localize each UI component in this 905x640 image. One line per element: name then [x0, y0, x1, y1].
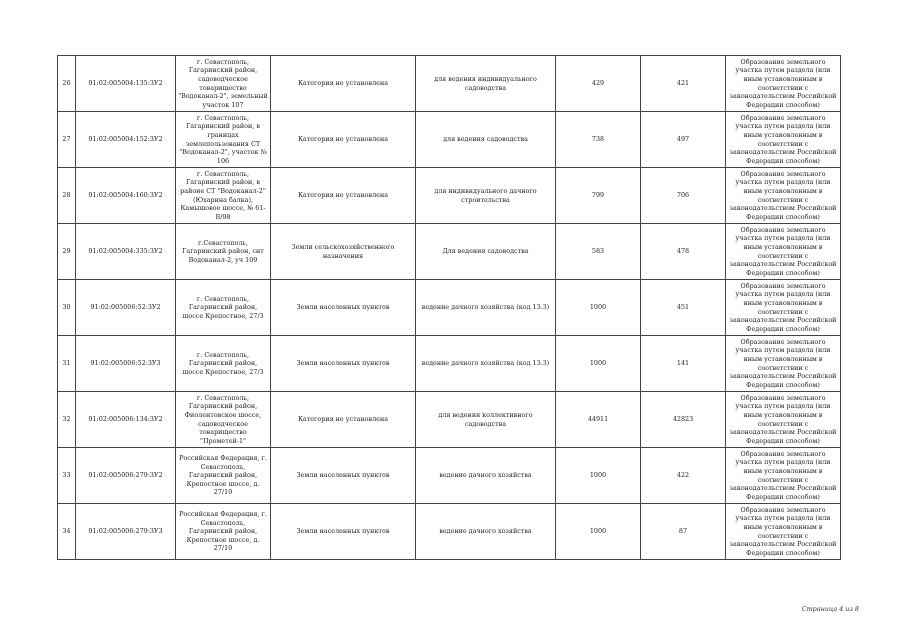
row-number-cell: 30 [58, 280, 76, 336]
cadastral-number-cell: 91:02:005006:52:ЗУ3 [76, 336, 176, 392]
cadastral-number-cell: 91:02:005004:160:ЗУ2 [76, 168, 176, 224]
address-cell: г.Севастополь, Гагаринский район, снт Водоканал-2, уч 109 [176, 224, 271, 280]
table-row [58, 224, 841, 280]
table-row [58, 336, 841, 392]
cadastral-number-cell: 91:02:005006:279:ЗУ3 [76, 504, 176, 560]
formation-method-cell: Образование земельного участка путем раздела (или иным установленным в соответствии с законодательством Российской Федерации способом) [726, 168, 841, 224]
new-area-cell: 42823 [641, 392, 726, 448]
formation-method-cell: Образование земельного участка путем раздела (или иным установленным в соответствии с законодательством Российской Федерации способом) [726, 56, 841, 112]
row-number-cell: 29 [58, 224, 76, 280]
permitted-use-cell: ведение дачного хозяйства (код 13.3) [416, 336, 556, 392]
row-number-cell: 27 [58, 112, 76, 168]
original-area-cell: 738 [556, 112, 641, 168]
row-number-cell: 34 [58, 504, 76, 560]
land-category-cell: Земли населенных пунктов [271, 504, 416, 560]
formation-method-cell: Образование земельного участка путем раздела (или иным установленным в соответствии с законодательством Российской Федерации способом) [726, 112, 841, 168]
formation-method-cell: Образование земельного участка путем раздела (или иным установленным в соответствии с законодательством Российской Федерации способом) [726, 448, 841, 504]
new-area-cell: 421 [641, 56, 726, 112]
land-category-cell: Земли населенных пунктов [271, 280, 416, 336]
original-area-cell: 583 [556, 224, 641, 280]
formation-method-cell: Образование земельного участка путем раздела (или иным установленным в соответствии с законодательством Российской Федерации способом) [726, 280, 841, 336]
land-category-cell: Земли населенных пунктов [271, 336, 416, 392]
cadastral-number-cell: 91:02:005006:52:ЗУ2 [76, 280, 176, 336]
permitted-use-cell: ведение дачного хозяйства (код 13.3) [416, 280, 556, 336]
cadastral-number-cell: 91:02:005004:135:ЗУ2 [76, 56, 176, 112]
address-cell: г. Севастополь, Гагаринский район, шоссе Крепостное, 27/3 [176, 336, 271, 392]
original-area-cell: 799 [556, 168, 641, 224]
new-area-cell: 497 [641, 112, 726, 168]
new-area-cell: 478 [641, 224, 726, 280]
new-area-cell: 422 [641, 448, 726, 504]
cadastral-number-cell: 91:02:005004:152:ЗУ2 [76, 112, 176, 168]
table-body [58, 56, 841, 560]
new-area-cell: 141 [641, 336, 726, 392]
land-category-cell: Категория не установлена [271, 168, 416, 224]
row-number-cell: 28 [58, 168, 76, 224]
new-area-cell: 87 [641, 504, 726, 560]
table-row [58, 112, 841, 168]
permitted-use-cell: для ведения садоводства [416, 112, 556, 168]
formation-method-cell: Образование земельного участка путем раздела (или иным установленным в соответствии с законодательством Российской Федерации способом) [726, 224, 841, 280]
table-row [58, 168, 841, 224]
cadastral-number-cell: 91:02:005006:134:ЗУ2 [76, 392, 176, 448]
table-row [58, 56, 841, 112]
land-category-cell: Категория не установлена [271, 56, 416, 112]
original-area-cell: 1000 [556, 336, 641, 392]
permitted-use-cell: для ведения коллективного садоводства [416, 392, 556, 448]
land-category-cell: Земли населенных пунктов [271, 448, 416, 504]
cadastral-number-cell: 91:02:005006:279:ЗУ2 [76, 448, 176, 504]
address-cell: г. Севастополь, Гагаринский район, садоводческое товарищество "Водоканал-2", земельный участок 107 [176, 56, 271, 112]
table-row [58, 280, 841, 336]
address-cell: г. Севастополь, Гагаринский район, шоссе Крепостное, 27/3 [176, 280, 271, 336]
row-number-cell: 31 [58, 336, 76, 392]
table-row [58, 504, 841, 560]
address-cell: Российская Федерация, г. Севастополь, Гагаринский район, Крепостное шоссе, д. 27/19 [176, 448, 271, 504]
land-category-cell: Категория не установлена [271, 112, 416, 168]
address-cell: г. Севастополь, Гагаринский район, Фиолентовское шоссе, садоводческое товарищество "Прометей-1" [176, 392, 271, 448]
permitted-use-cell: для ведения индивидуального садоводства [416, 56, 556, 112]
permitted-use-cell: ведение дачного хозяйства [416, 448, 556, 504]
table-row [58, 392, 841, 448]
permitted-use-cell: ведение дачного хозяйства [416, 504, 556, 560]
page-number: Страница 4 из 8 [801, 605, 859, 613]
original-area-cell: 1000 [556, 504, 641, 560]
row-number-cell: 33 [58, 448, 76, 504]
cadastral-number-cell: 91:02:005004:335:ЗУ2 [76, 224, 176, 280]
new-area-cell: 706 [641, 168, 726, 224]
original-area-cell: 429 [556, 56, 641, 112]
row-number-cell: 26 [58, 56, 76, 112]
land-category-cell: Земли сельскохозяйственного назначения [271, 224, 416, 280]
original-area-cell: 1000 [556, 280, 641, 336]
permitted-use-cell: для индивидуального дачного строительства [416, 168, 556, 224]
new-area-cell: 451 [641, 280, 726, 336]
row-number-cell: 32 [58, 392, 76, 448]
formation-method-cell: Образование земельного участка путем раздела (или иным установленным в соответствии с законодательством Российской Федерации способом) [726, 336, 841, 392]
formation-method-cell: Образование земельного участка путем раздела (или иным установленным в соответствии с законодательством Российской Федерации способом) [726, 504, 841, 560]
formation-method-cell: Образование земельного участка путем раздела (или иным установленным в соответствии с законодательством Российской Федерации способом) [726, 392, 841, 448]
address-cell: г. Севастополь, Гагаринский район, в районе СТ "Водоканал-2" (Юхарина балка), Камышовое шоссе, № 61-В/98 [176, 168, 271, 224]
address-cell: Российская Федерация, г. Севастополь, Гагаринский район, Крепостное шоссе, д. 27/19 [176, 504, 271, 560]
original-area-cell: 44911 [556, 392, 641, 448]
table-row [58, 448, 841, 504]
address-cell: г. Севастополь, Гагаринский район, в границах землепользования СТ "Водоканал-2", участок № 106 [176, 112, 271, 168]
permitted-use-cell: Для ведения садоводства [416, 224, 556, 280]
land-category-cell: Категория не установлена [271, 392, 416, 448]
original-area-cell: 1000 [556, 448, 641, 504]
land-plots-table [57, 55, 841, 560]
